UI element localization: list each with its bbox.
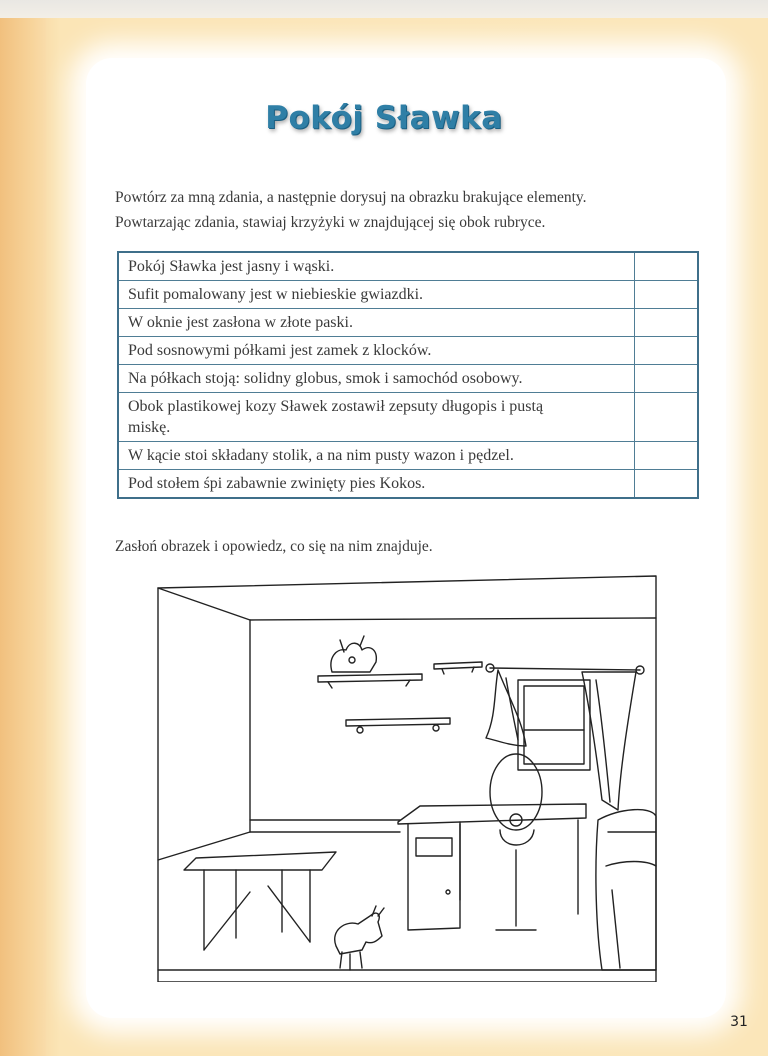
armchair-icon	[596, 810, 656, 970]
lower-shelf-icon	[346, 718, 450, 733]
checkbox-cell[interactable]	[635, 442, 699, 470]
checklist-row	[118, 252, 698, 281]
checkbox-cell[interactable]	[635, 309, 699, 337]
sentence-text: Pod sosnowymi półkami jest zamek z klocków.	[118, 337, 635, 365]
sentence-text: W oknie jest zasłona w złote paski.	[118, 309, 635, 337]
sentence-text: Pokój Sławka jest jasny i wąski.	[118, 252, 635, 281]
page-title: Pokój Sławka	[265, 100, 503, 136]
picture-instruction: Zasłoń obrazek i opowiedz, co się na nim znajduje.	[115, 538, 433, 555]
checklist-row	[118, 309, 698, 337]
page-number: 31	[730, 1014, 748, 1030]
dragon-figure-icon	[331, 636, 376, 672]
checkbox-cell[interactable]	[635, 281, 699, 309]
room-outline	[158, 576, 656, 982]
upper-shelf-icon	[318, 674, 422, 688]
scan-top-edge	[0, 0, 768, 18]
checklist-row	[118, 470, 698, 499]
sentence-text: Sufit pomalowany jest w niebieskie gwiazdki.	[118, 281, 635, 309]
ceiling-edge	[158, 588, 656, 620]
sentence-checklist	[117, 251, 699, 499]
checkbox-cell[interactable]	[635, 252, 699, 281]
checklist-row	[118, 337, 698, 365]
chair-icon	[490, 754, 542, 930]
checklist-row	[118, 393, 698, 442]
folding-table-icon	[184, 852, 336, 950]
window-icon	[518, 680, 590, 770]
desk-icon	[398, 804, 586, 930]
sentence-text: Obok plastikowej kozy Sławek zostawił zepsuty długopis i pustą miskę.	[118, 393, 635, 442]
page-fold-shadow	[0, 18, 46, 1056]
checkbox-cell[interactable]	[635, 393, 699, 442]
middle-shelf-icon	[434, 662, 482, 674]
checklist-row	[118, 442, 698, 470]
sentence-text: Pod stołem śpi zabawnie zwinięty pies Kokos.	[118, 470, 635, 499]
checkbox-cell[interactable]	[635, 470, 699, 499]
checkbox-cell[interactable]	[635, 365, 699, 393]
room-line-drawing	[150, 570, 660, 982]
sentence-text: W kącie stoi składany stolik, a na nim pusty wazon i pędzel.	[118, 442, 635, 470]
sentence-text: Na półkach stoją: solidny globus, smok i samochód osobowy.	[118, 365, 635, 393]
checklist-row	[118, 365, 698, 393]
checkbox-cell[interactable]	[635, 337, 699, 365]
instruction-line-1: Powtórz za mną zdania, a następnie dorysuj na obrazku brakujące elementy.	[115, 189, 587, 206]
instruction-line-2: Powtarzając zdania, stawiaj krzyżyki w znajdującej się obok rubryce.	[115, 214, 546, 231]
goat-icon	[335, 906, 384, 970]
left-curtain-icon	[486, 670, 526, 746]
checklist-row	[118, 281, 698, 309]
